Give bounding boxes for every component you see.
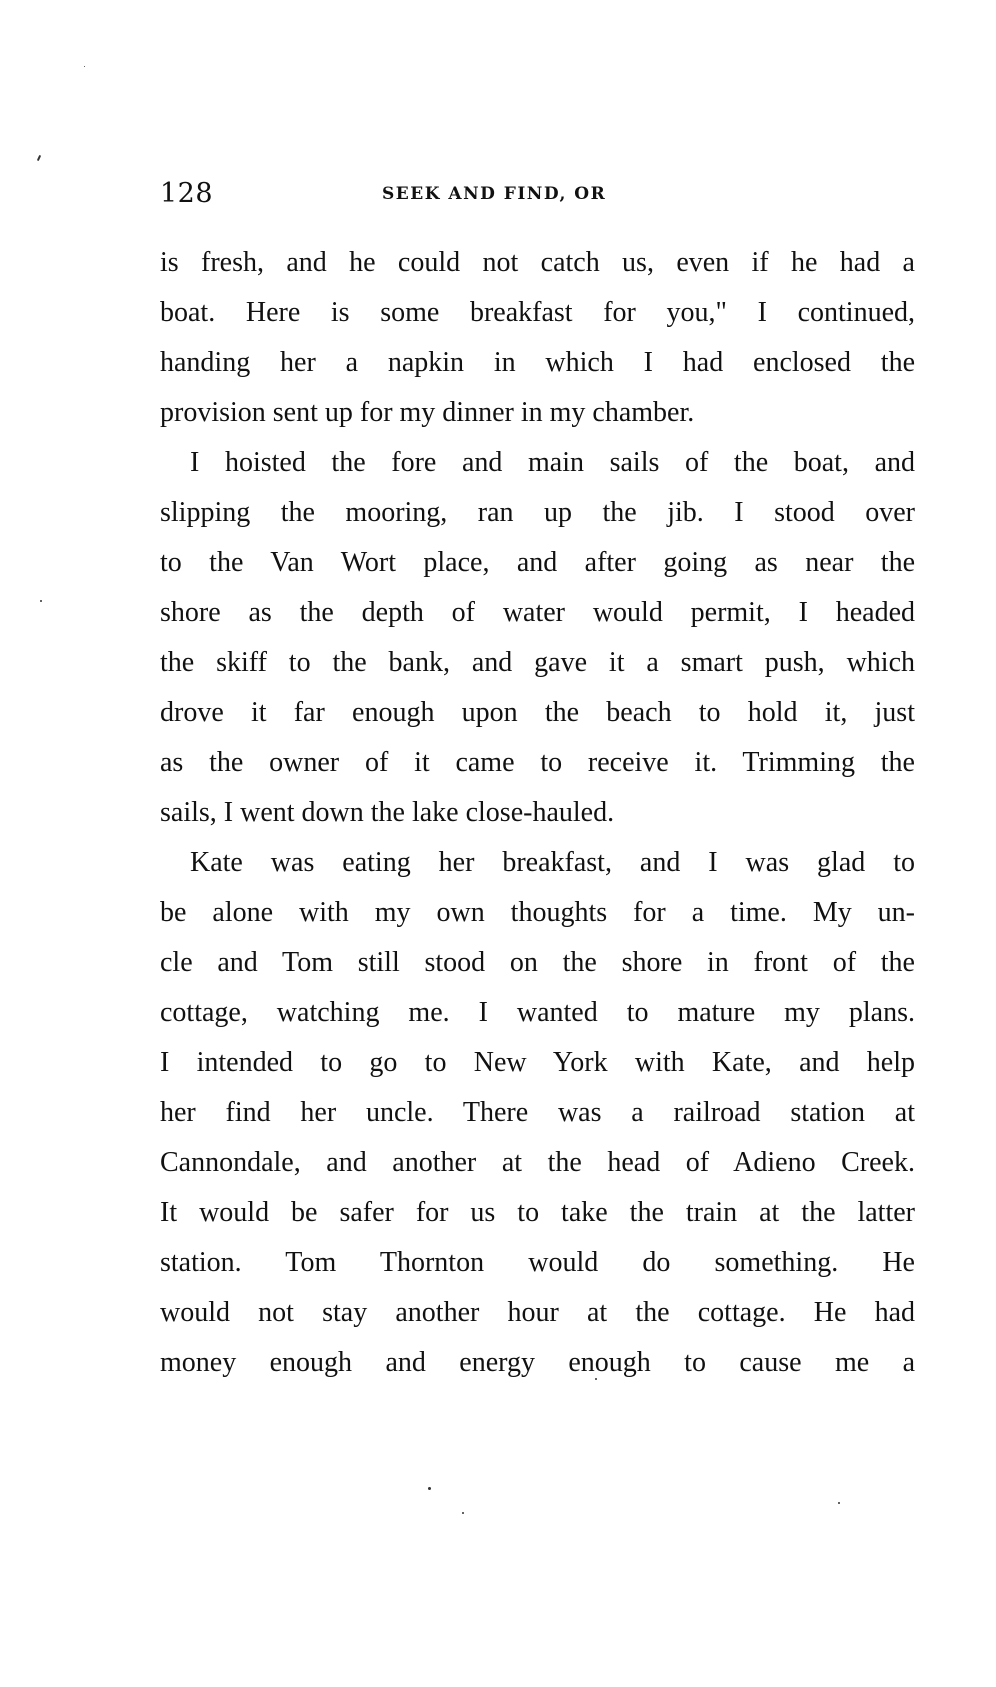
- paragraph-first-line: I hoisted the fore and main sails of the boat, and: [190, 447, 915, 478]
- text-line: slipping the mooring, ran up the jib. I stood over: [160, 497, 915, 528]
- text-line: would not stay another hour at the cottage. He had: [160, 1297, 915, 1328]
- body-text: [160, 238, 915, 1388]
- text-line: as the owner of it came to receive it. Trimming the: [160, 747, 915, 778]
- text-line: be alone with my own thoughts for a time. My un-: [160, 897, 915, 928]
- text-line: is fresh, and he could not catch us, even if he had a: [160, 247, 915, 278]
- text-line: I intended to go to New York with Kate, and help: [160, 1047, 915, 1078]
- scan-speck: [37, 155, 41, 161]
- scan-speck: [428, 1487, 431, 1490]
- text-line: to the Van Wort place, and after going as near the: [160, 547, 915, 578]
- text-line: boat. Here is some breakfast for you," I continued,: [160, 297, 915, 328]
- text-line: cottage, watching me. I wanted to mature my plans.: [160, 997, 915, 1028]
- paragraph-first-line: Kate was eating her breakfast, and I was glad to: [190, 847, 915, 878]
- scan-speck: [595, 1378, 597, 1380]
- scan-speck: [838, 1502, 840, 1504]
- page-number: 128: [160, 178, 214, 209]
- scan-speck: [462, 1512, 464, 1514]
- text-line: station. Tom Thornton would do something. He: [160, 1247, 915, 1278]
- text-line: her find her uncle. There was a railroad station at: [160, 1097, 915, 1128]
- running-title: SEEK AND FIND, OR: [382, 184, 607, 204]
- text-line: shore as the depth of water would permit, I headed: [160, 597, 915, 628]
- text-line: drove it far enough upon the beach to hold it, just: [160, 697, 915, 728]
- text-line: sails, I went down the lake close-hauled.: [160, 797, 615, 828]
- running-head: [160, 178, 915, 214]
- text-line: cle and Tom still stood on the shore in front of the: [160, 947, 915, 978]
- text-line: the skiff to the bank, and gave it a smart push, which: [160, 647, 915, 678]
- text-line: It would be safer for us to take the train at the latter: [160, 1197, 915, 1228]
- text-line: money enough and energy enough to cause me a: [160, 1347, 915, 1378]
- text-line: provision sent up for my dinner in my chamber.: [160, 397, 695, 428]
- text-line: handing her a napkin in which I had enclosed the: [160, 347, 915, 378]
- scan-speck: [84, 66, 85, 67]
- text-line: Cannondale, and another at the head of Adieno Creek.: [160, 1147, 915, 1178]
- scan-speck: [40, 600, 42, 602]
